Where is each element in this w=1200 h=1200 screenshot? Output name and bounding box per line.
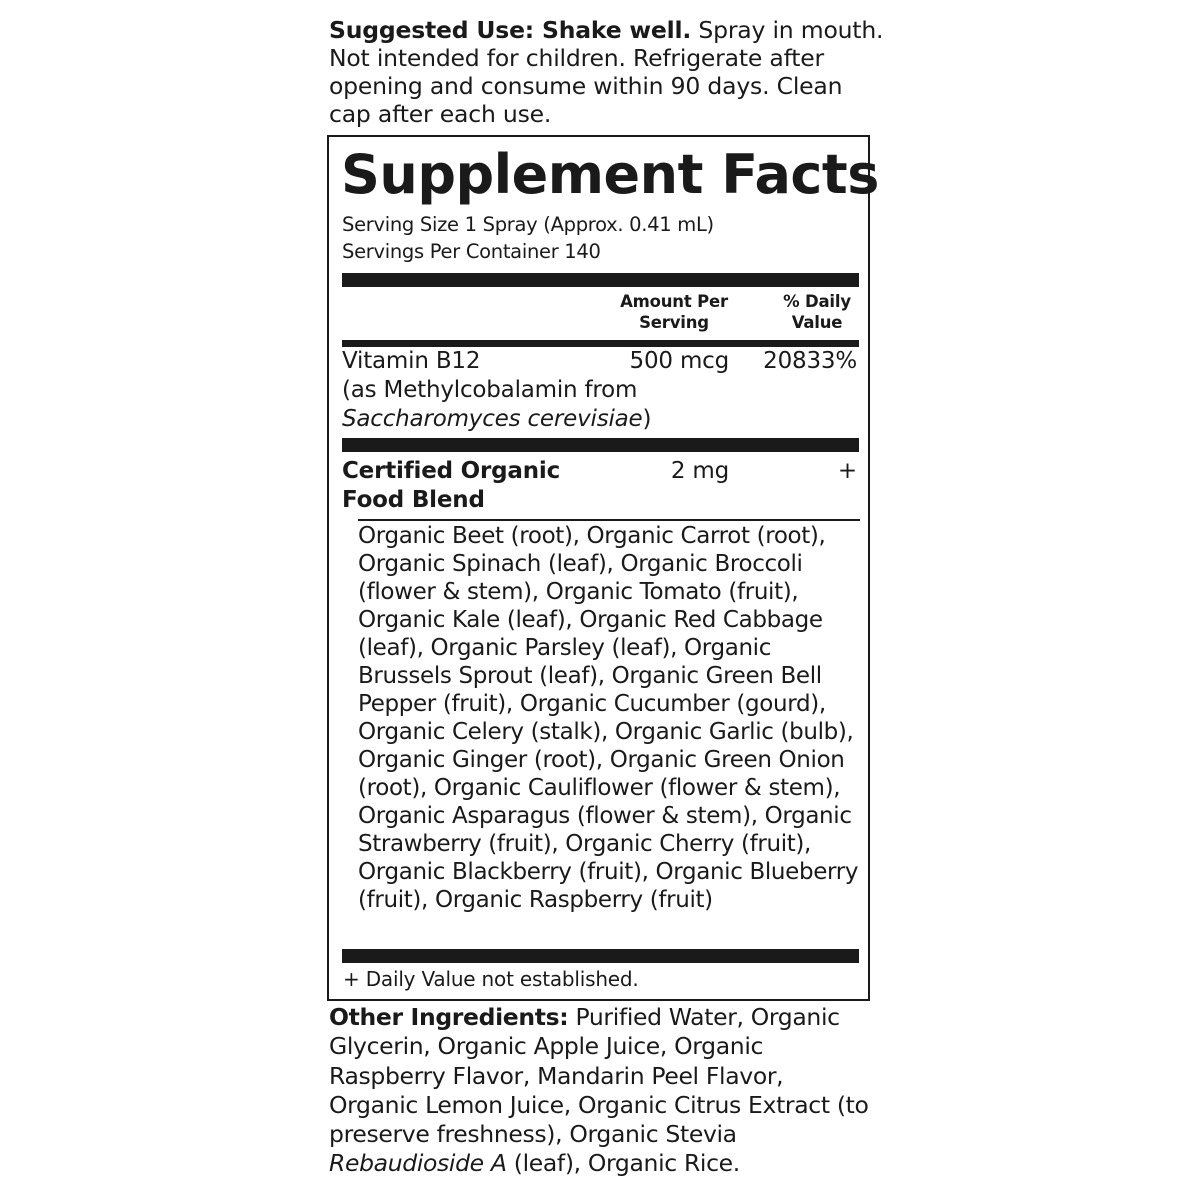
nutrient-name: Vitamin B12 xyxy=(342,348,481,374)
blend-ingredients: Organic Beet (root), Organic Carrot (root), Organic Spinach (leaf), Organic Broccoli (flower & stem), Organic Tomato (fruit), Organic Kale (leaf), Organic Red Cabbage (leaf), Organic Parsley (leaf), Organic Brussels Sprout (leaf), Organic Green Bell Pepper (fruit), Organic Cucumber (gourd), Organic Celery (stalk), Organic Garlic (bulb), Organic Ginger (root), Organic Green Onion (root), Organic Cauliflower (flower & stem), Organic Asparagus (flower & stem), Organic Strawberry (fruit), Organic Cherry (fruit), Organic Blackberry (fruit), Organic Blueberry (fruit), Organic Raspberry (fruit) xyxy=(358,523,859,913)
serving-size: Serving Size 1 Spray (Approx. 0.41 mL) xyxy=(342,213,714,236)
other-ingredients-label: Other Ingredients: xyxy=(329,1003,569,1031)
nutrient-daily-value: 20833% xyxy=(763,348,857,374)
serving-info xyxy=(342,211,714,265)
column-daily-value: % Daily Value xyxy=(783,292,851,332)
column-amount-per-serving: Amount Per Serving xyxy=(620,292,728,332)
daily-value-footnote: + Daily Value not established. xyxy=(343,967,639,991)
blend-amount: 2 mg xyxy=(670,458,729,484)
other-ingredients-italic: Rebaudioside A xyxy=(329,1149,507,1178)
nutrient-amount: 500 mcg xyxy=(629,348,729,374)
thick-divider-bottom xyxy=(342,949,859,963)
blend-name: Certified Organic Food Blend xyxy=(342,458,561,513)
blend-divider xyxy=(358,519,860,521)
servings-per-container: Servings Per Container 140 xyxy=(342,240,601,263)
supplement-facts-title: Supplement Facts xyxy=(341,143,879,206)
nutrient-detail-close: ) xyxy=(642,406,652,432)
suggested-use-label: Suggested Use: Shake well. xyxy=(329,16,692,44)
other-ingredients-text: Purified Water, Organic Glycerin, Organic Apple Juice, Organic Raspberry Flavor, Mandarin Peel Flavor, Organic Lemon Juice, Organic Citrus Extract (to preserve freshness), Organic Stevia xyxy=(329,1003,869,1149)
nutrient-detail-text: (as Methylcobalamin from xyxy=(342,377,638,403)
nutrient-source-species: Saccharomyces cerevisiae xyxy=(342,406,643,432)
other-ingredients xyxy=(329,1003,874,1179)
supplement-facts-panel xyxy=(327,135,879,1001)
medium-divider xyxy=(342,340,859,347)
suggested-use-text: Spray in mouth. Not intended for children. Refrigerate after opening and consume within 90 days. Clean cap after each use. xyxy=(329,16,884,128)
nutrient-detail xyxy=(342,376,742,434)
other-ingredients-suffix: (leaf), Organic Rice. xyxy=(506,1149,740,1178)
thick-divider-top xyxy=(342,273,859,287)
thick-divider-middle xyxy=(342,438,859,452)
suggested-use xyxy=(329,16,889,128)
blend-daily-value: + xyxy=(837,458,857,484)
